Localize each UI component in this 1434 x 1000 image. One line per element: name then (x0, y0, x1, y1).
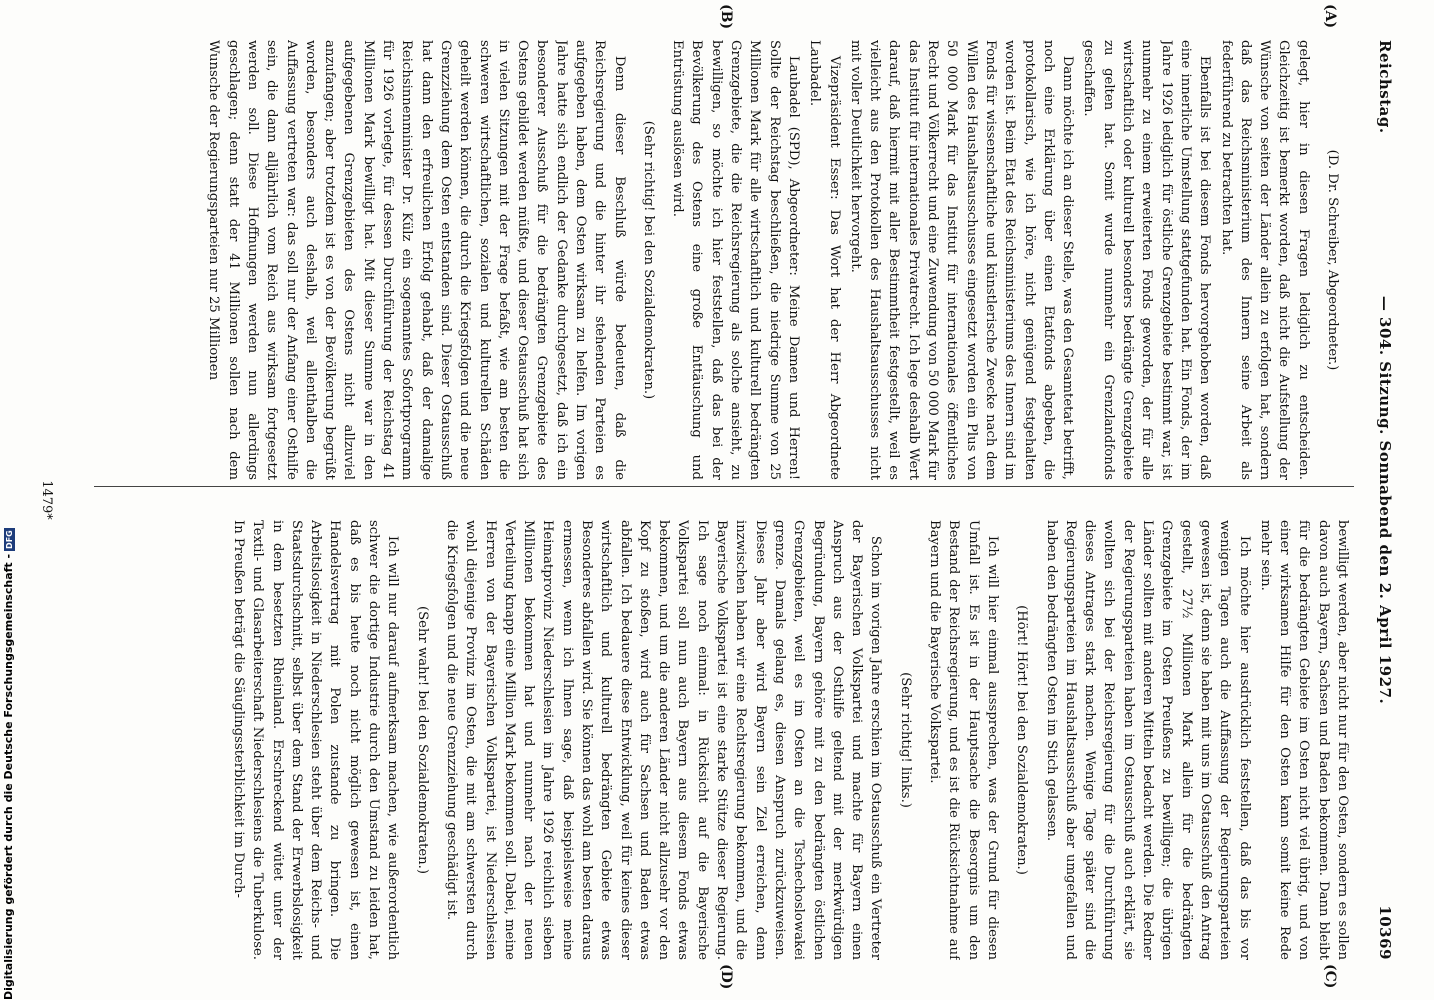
interjection: (Sehr richtig! bei den Sozialdemokraten.) (640, 120, 656, 400)
paragraph: Ich will hier einmal aussprechen, was der Grund für diesen Umfall ist. Es ist in der Hauptsache die Besorgnis um den Bestand der Reichsregierung, und es ist die Rücksichtnahme auf Bayern und die Bayerische Volkspartei. (927, 520, 1000, 960)
page-footer: 1479* (39, 480, 54, 520)
header-left: Reichstag. (1376, 40, 1394, 134)
credit-text: Digitalisierung gefördert durch die Deutsche Forschungsgemeinschaft - (2, 553, 15, 1000)
interjection: (Sehr wahr! bei den Sozialdemokraten.) (414, 606, 430, 874)
paragraph: Dann möchte ich an dieser Stelle, was den Gesamtetat betrifft, noch eine Erklärung über einen Etatfonds abgeben, die protokollarisch, wie ich höre, nicht genügend festgehalten worden ist. Beim Etat des Reichsministeriums des Innern sind im Fonds für wissenschaftliche und künstlerische Zwecke nach dem Willen des Haushaltsausschusses eingesetzt worden ein Plus von 50 000 Mark für das Institut für internationales öffentliches Recht und Völkerrecht und eine Zuwendung von 50 000 Mark für das Institut für internationales Privatrecht. Ich lege deshalb Wert darauf, daß hiermit mit aller Bestimmtheit festgestellt, weil es vielleicht aus den Protokollen des Haushaltsausschusses nicht mit voller Deutlichkeit hervorgeht. (847, 40, 1076, 480)
speaker-line: (D. Dr. Schreiber, Abgeordneter.) (1325, 149, 1340, 371)
paragraph: bewilligt werden, aber nicht nur für den Osten, sondern es sollen davon auch Bayern, Sachsen und Baden bekommen. Dann bleibt für die bedrängten Gebiete im Osten nicht viel übrig, und von einer wirksamen Hilfe für den Osten kann somit keine Rede mehr sein. (1257, 520, 1350, 960)
page-header (1370, 40, 1394, 960)
header-center: — 304. Sitzung. Sonnabend den 2. April 1927. (1376, 295, 1394, 705)
dfg-logo: DFG (5, 530, 14, 549)
interjection: (Sehr richtig! links.) (897, 672, 913, 808)
column-divider (94, 486, 1354, 487)
paragraph: Ich will nur darauf aufmerksam machen, wie außerordentlich schwer die dortige Industrie durch den Umstand zu leiden hat, daß es bis heute noch nicht möglich gewesen ist, einen Handelsvertrag mit Polen zustande zu bringen. Die Arbeitslosigkeit in Niederschlesien steht über dem Reichs- und Staatsdurchschnitt, selbst über dem Stand der Erwerbslosigkeit in dem besetzten Rheinland. Erschreckend wütet unter der Textil- und Glasarbeiterschaft Niederschlesiens die Tuberkulose. In Preußen beträgt die Säuglingssterblichkeit im Durch- (230, 520, 401, 960)
paragraph: Denn dieser Beschluß würde bedeuten, daß die Reichsregierung und die hinter ihr stehenden Parteien es aufgegeben haben, dem Osten wirksam zu helfen. Im vorigen Jahre hatte sich endlich der Gedanke durchgesetzt, daß ich ein besonderer Ausschuß für die bedrängten Grenzgebiete des Ostens gebildet werden müßte, und dieser Ostausschuß hat sich in vielen Sitzungen mit der Frage befaßt, wie am besten die schweren wirtschaftlichen, sozialen und kulturellen Schäden geheilt werden können, die durch die Kriegsfolgen und die neue Grenzziehung dem Osten entstanden sind. Dieser Ostausschuß hat dann den erfreulichen Erfolg gehabt, daß der damalige Reichsinnenminister Dr. Külz ein sogenanntes Sofortprogramm für 1926 vorlegte, für dessen Durchführung der Reichstag 41 Millionen Mark bewilligt hat. Mit dieser Summe war in den aufgegebenen Grenzgebieten des Ostens nicht allzuviel anzufangen; aber trotzdem ist es von der Bevölkerung begrüßt worden, besonders auch deshalb, weil allenthalben die Auffassung vertreten war: das soll nur der Anfang einer Osthilfe sein, die dann alljährlich vom Reich aus wirksam fortgesetzt werden soll. Diese Hoffnungen werden nun allerdings geschlagen; denn statt der 41 Millionen sollen nach dem Wunsche der Regierungsparteien nur 25 Millionen (206, 40, 627, 480)
margin-mark-c: (C) (1322, 964, 1338, 989)
margin-mark-d: (D) (718, 964, 734, 990)
paragraph: Ebenfalls ist bei diesem Fonds hervorgehoben worden, daß eine innerliche Umstellung stattgefunden hat. Ein Fonds, der im Jahre 1926 lediglich für östliche Grenzgebiete bestimmt war, ist nunmehr zu einem erweiterten Fonds geworden, der für alle wirtschaftlich oder kulturell besonders bedrängte Grenzgebiete zu gelten hat. Somit wurde nunmehr ein Grenzlandfonds geschaffen. (1081, 40, 1213, 480)
margin-mark-b: (B) (718, 4, 734, 30)
page-number: 10369 (1376, 905, 1394, 960)
paragraph: Schon im vorigen Jahre erschien im Ostausschuß ein Vertreter der Bayerischen Volkspartei und machte für Bayern einen Anspruch aus der Osthilfe geltend mit der merkwürdigen Begründung, Bayern gehöre mit zu den bedrängten östlichen Grenzgebieten, weil es im Osten an die Tschechoslowakei grenze. Damals gelang es, diesen Anspruch zurückzuweisen. Dieses Jahr aber wird Bayern sein Ziel erreichen, denn inzwischen haben wir eine Rechtsregierung bekommen, und die Bayerische Volkspartei ist eine starke Stütze dieser Regierung. Ich sage noch einmal: in Rücksicht auf die Bayerische Volkspartei soll nun auch Bayern aus diesem Fonds etwas bekommen, und um die anderen Länder nicht allzusehr vor den Kopf zu stoßen, wird auch für Sachsen und Baden etwas abfallen. Ich bedauere diese Entwicklung, weil für keines dieser wirtschaftlich und kulturell bedrängten Gebiete etwas Besonderes abfallen wird. Sie können das wohl am besten daraus ermessen, wenn ich Ihnen sage, daß beispielsweise meine Heimatprovinz Niederschlesien im Jahre 1926 reichlich sieben Millionen bekommen hat und nunmehr nach der neuen Verteilung knapp eine Million Mark bekommen soll. Dabei, meine Herren von der Bayerischen Volkspartei, ist Niederschlesien wohl diejenige Provinz im Osten, die mit am schwersten durch die Kriegsfolgen und die neue Grenzziehung geschädigt ist. (443, 520, 884, 960)
interjection: (Hört! Hört! bei den Sozialdemokraten.) (1014, 605, 1030, 875)
digitization-credit (2, 528, 15, 1000)
margin-mark-a: (A) (1322, 4, 1338, 29)
paragraph: Ich möchte hier ausdrücklich feststellen, daß das bis vor wenigen Tagen auch die Auffassung der Regierungsparteien gewesen ist, denn sie haben mit uns im Ostausschuß den Antrag gestellt, 27½ Millionen Mark allein für die bedrängten Grenzgebiete im Osten Preußens zu bewilligen; die übrigen Länder sollten mit anderen Mitteln bedacht werden. Die Redner der Regierungsparteien haben im Ostausschuß auch erklärt, sie wollten sich bei der Reichsregierung für die Durchführung dieses Antrages stark machen. Wenige Tage später sind die Regierungsparteien im Haushaltsausschuß aber umgefallen und haben den bedrängten Osten im Stich gelassen. (1043, 520, 1252, 960)
paragraph: Laubadel (SPD), Abgeordneter: Meine Damen und Herren! Sollte der Reichstag beschließen, die niedrige Summe von 25 Millionen Mark für alle wirtschaftlich und kulturell bedrängten Grenzgebiete, die die Reichsregierung als solche ansieht, zu bewilligen, so möchte ich hier feststellen, daß das bei der Bevölkerung des Ostens eine große Enttäuschung und Entrüstung auslösen wird. (670, 40, 801, 480)
left-column (82, 40, 1352, 480)
right-column (82, 520, 1352, 960)
paragraph: gelegt, hier in diesen Fragen lediglich zu entscheiden. Gleichzeitig ist bemerkt worden, daß nicht die Aufstellung der Wünsche von seiten der Länder allein zu erfolgen hat, sondern daß das Reichsministerium des Innern seine Arbeit als federführend zu betrachten hat. (1218, 40, 1311, 480)
paragraph: Vizepräsident Esser: Das Wort hat der Herr Abgeordnete Laubadel. (807, 40, 842, 480)
